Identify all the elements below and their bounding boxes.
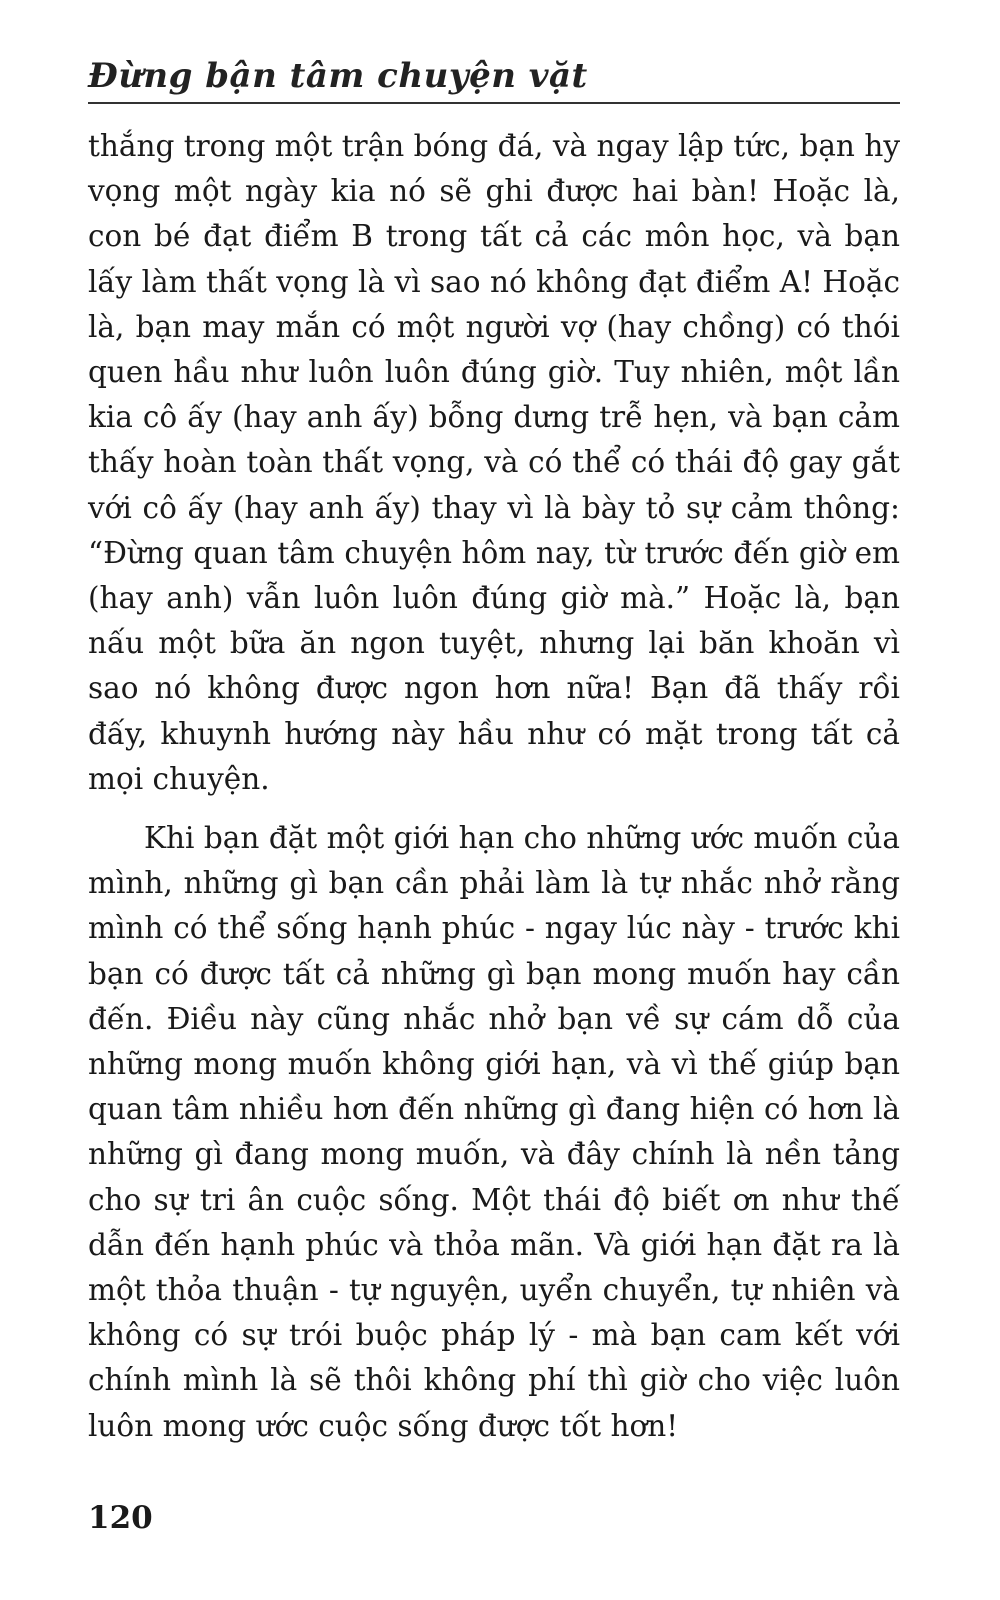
page-number: 120: [88, 1500, 153, 1536]
paragraph-continued: thắng trong một trận bóng đá, và ngay lập tức, bạn hy vọng một ngày kia nó sẽ ghi được hai bàn! Hoặc là, con bé đạt điểm B trong tất cả các môn học, và bạn lấy làm thất vọng là vì sao nó không đạt điểm A! Hoặc là, bạn may mắn có một người vợ (hay chồng) có thói quen hầu như luôn luôn đúng giờ. Tuy nhiên, một lần kia cô ấy (hay anh ấy) bỗng dưng trễ hẹn, và bạn cảm thấy hoàn toàn thất vọng, và có thể có thái độ gay gắt với cô ấy (hay anh ấy) thay vì là bày tỏ sự cảm thông: “Đừng quan tâm chuyện hôm nay, từ trước đến giờ em (hay anh) vẫn luôn luôn đúng giờ mà.” Hoặc là, bạn nấu một bữa ăn ngon tuyệt, nhưng lại băn khoăn vì sao nó không được ngon hơn nữa! Bạn đã thấy rồi đấy, khuynh hướng này hầu như có mặt trong tất cả mọi chuyện.: [88, 129, 900, 796]
running-header: [88, 52, 900, 104]
paragraph: Khi bạn đặt một giới hạn cho những ước muốn của mình, những gì bạn cần phải làm là tự nhắc nhở rằng mình có thể sống hạnh phúc - ngay lúc này - trước khi bạn có được tất cả những gì bạn mong muốn hay cần đến. Điều này cũng nhắc nhở bạn về sự cám dỗ của những mong muốn không giới hạn, và vì thế giúp bạn quan tâm nhiều hơn đến những gì đang hiện có hơn là những gì đang mong muốn, và đây chính là nền tảng cho sự tri ân cuộc sống. Một thái độ biết ơn như thế dẫn đến hạnh phúc và thỏa mãn. Và giới hạn đặt ra là một thỏa thuận - tự nguyện, uyển chuyển, tự nhiên và không có sự trói buộc pháp lý - mà bạn cam kết với chính mình là sẽ thôi không phí thì giờ cho việc luôn luôn mong ước cuộc sống được tốt hơn!: [88, 821, 900, 1443]
book-title: Đừng bận tâm chuyện vặt: [88, 56, 588, 96]
body-text: [88, 124, 900, 1449]
